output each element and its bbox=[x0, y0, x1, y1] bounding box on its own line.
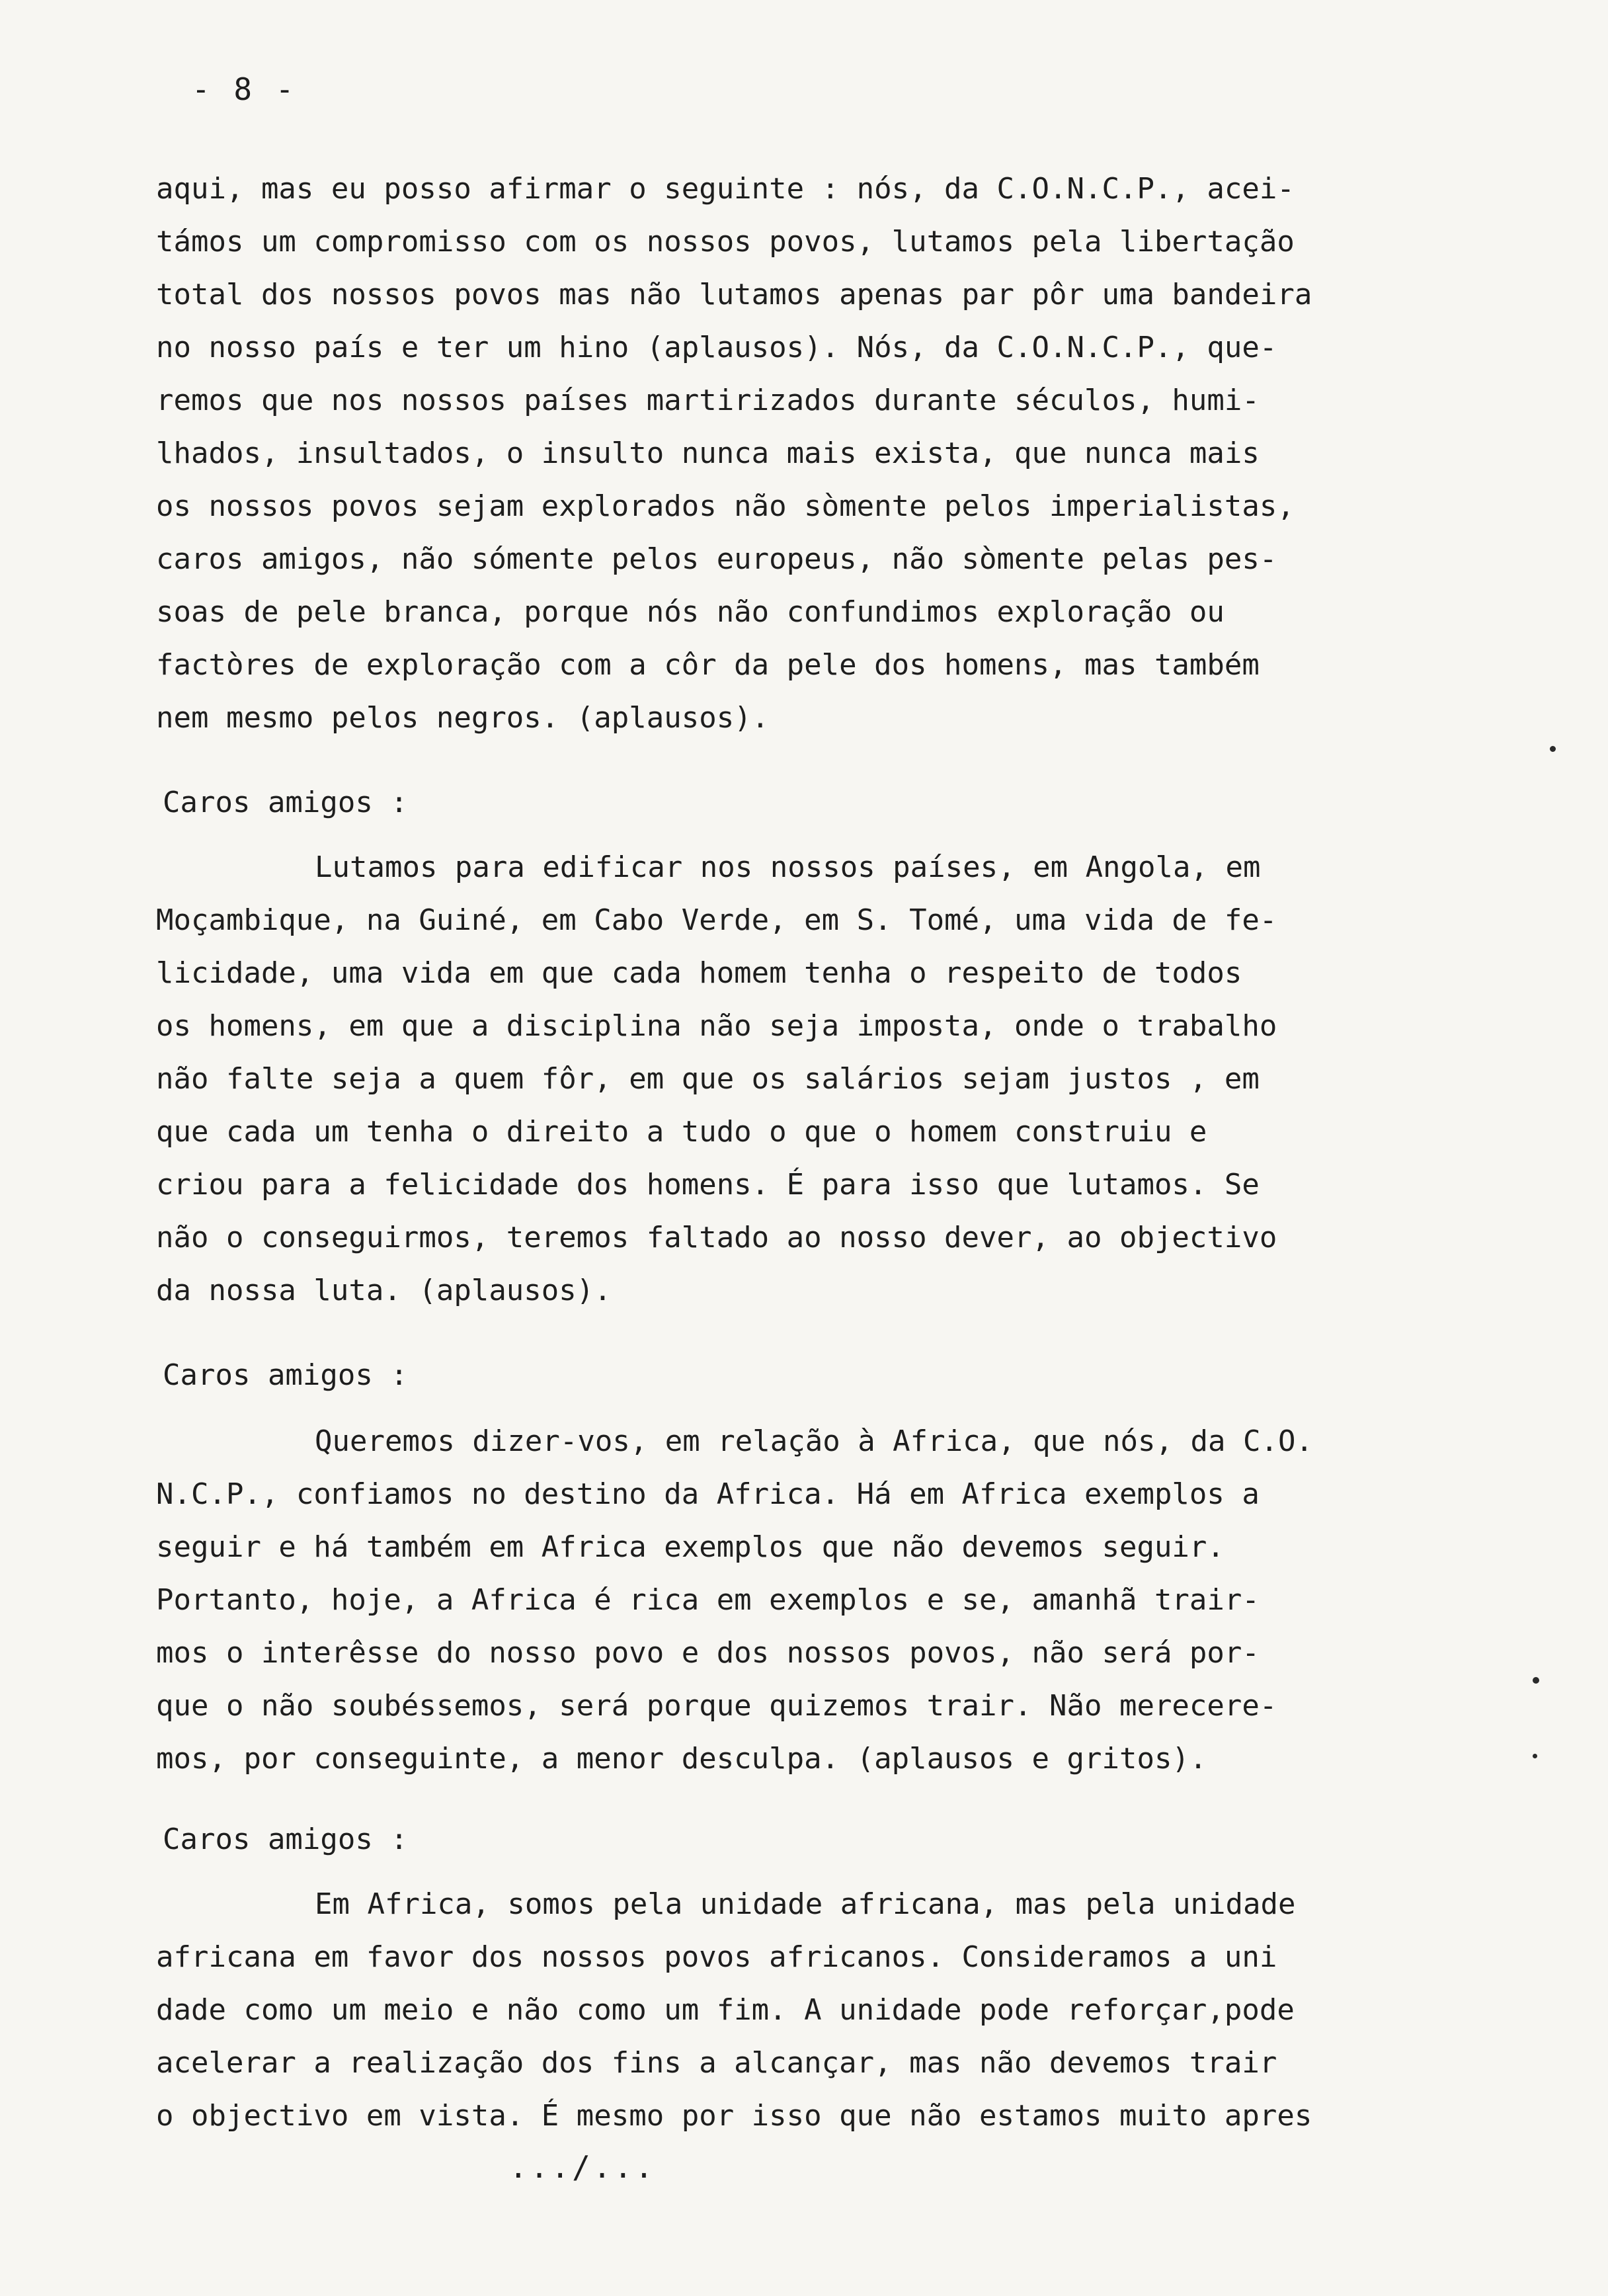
paragraph-1 bbox=[156, 163, 1452, 745]
scan-speck bbox=[1550, 746, 1556, 752]
text-line: africana em favor dos nossos povos africanos. Consideramos a uni bbox=[156, 1940, 1277, 1974]
text-line: seguir e há também em Africa exemplos que não devemos seguir. bbox=[156, 1530, 1225, 1564]
text-line: Queremos dizer-vos, em relação à Africa, que nós, da C.O. bbox=[315, 1424, 1313, 1458]
text-line: Portanto, hoje, a Africa é rica em exemplos e se, amanhã trair- bbox=[156, 1583, 1260, 1617]
text-line: támos um compromisso com os nossos povos, lutamos pela libertação bbox=[156, 225, 1295, 259]
paragraph-4 bbox=[156, 1878, 1452, 2143]
scan-speck bbox=[1533, 1677, 1539, 1684]
text-line: soas de pele branca, porque nós não confundimos exploração ou bbox=[156, 595, 1225, 629]
salutation: Caros amigos : bbox=[163, 1823, 408, 1856]
text-line: total dos nossos povos mas não lutamos apenas par pôr uma bandeira bbox=[156, 278, 1312, 311]
text-line: Moçambique, na Guiné, em Cabo Verde, em S. Tomé, uma vida de fe- bbox=[156, 903, 1277, 937]
text-line: Em Africa, somos pela unidade africana, mas pela unidade bbox=[315, 1887, 1296, 1921]
text-line: não o conseguirmos, teremos faltado ao nosso dever, ao objectivo bbox=[156, 1221, 1277, 1254]
text-line: factòres de exploração com a côr da pele dos homens, mas também bbox=[156, 648, 1260, 682]
text-line: licidade, uma vida em que cada homem tenha o respeito de todos bbox=[156, 956, 1242, 990]
text-line: que cada um tenha o direito a tudo o que o homem construiu e bbox=[156, 1115, 1207, 1149]
text-line: lhados, insultados, o insulto nunca mais exista, que nunca mais bbox=[156, 436, 1260, 470]
text-line: Lutamos para edificar nos nossos países, em Angola, em bbox=[315, 850, 1261, 884]
text-line: não falte seja a quem fôr, em que os salários sejam justos , em bbox=[156, 1062, 1260, 1096]
text-line: da nossa luta. (aplausos). bbox=[156, 1274, 612, 1307]
scan-speck bbox=[1533, 1754, 1537, 1758]
paragraph-3 bbox=[156, 1415, 1452, 1785]
text-line: dade como um meio e não como um fim. A unidade pode reforçar,pode bbox=[156, 1993, 1295, 2027]
text-line: os nossos povos sejam explorados não sòmente pelos imperialistas, bbox=[156, 489, 1295, 523]
text-line: que o não soubéssemos, será porque quizemos trair. Não merecere- bbox=[156, 1689, 1277, 1723]
text-line: aqui, mas eu posso afirmar o seguinte : nós, da C.O.N.C.P., acei- bbox=[156, 172, 1295, 206]
page-number: - 8 - bbox=[192, 71, 297, 107]
text-line: o objectivo em vista. É mesmo por isso que não estamos muito apres bbox=[156, 2099, 1312, 2133]
text-line: criou para a felicidade dos homens. É para isso que lutamos. Se bbox=[156, 1168, 1260, 1202]
text-line: os homens, em que a disciplina não seja imposta, onde o trabalho bbox=[156, 1009, 1277, 1043]
text-line: no nosso país e ter um hino (aplausos). Nós, da C.O.N.C.P., que- bbox=[156, 331, 1277, 364]
salutation: Caros amigos : bbox=[163, 1358, 408, 1392]
text-line: remos que nos nossos países martirizados durante séculos, humi- bbox=[156, 384, 1260, 417]
text-line: mos, por conseguinte, a menor desculpa. (aplausos e gritos). bbox=[156, 1742, 1207, 1776]
text-line: nem mesmo pelos negros. (aplausos). bbox=[156, 701, 770, 735]
continuation-mark: .../... bbox=[509, 2149, 656, 2185]
text-line: acelerar a realização dos fins a alcançar, mas não devemos trair bbox=[156, 2046, 1277, 2080]
text-line: N.C.P., confiamos no destino da Africa. Há em Africa exemplos a bbox=[156, 1477, 1260, 1511]
paragraph-2 bbox=[156, 841, 1452, 1317]
text-line: mos o interêsse do nosso povo e dos nossos povos, não será por- bbox=[156, 1636, 1260, 1670]
salutation: Caros amigos : bbox=[163, 786, 408, 819]
text-line: caros amigos, não sómente pelos europeus, não sòmente pelas pes- bbox=[156, 542, 1277, 576]
